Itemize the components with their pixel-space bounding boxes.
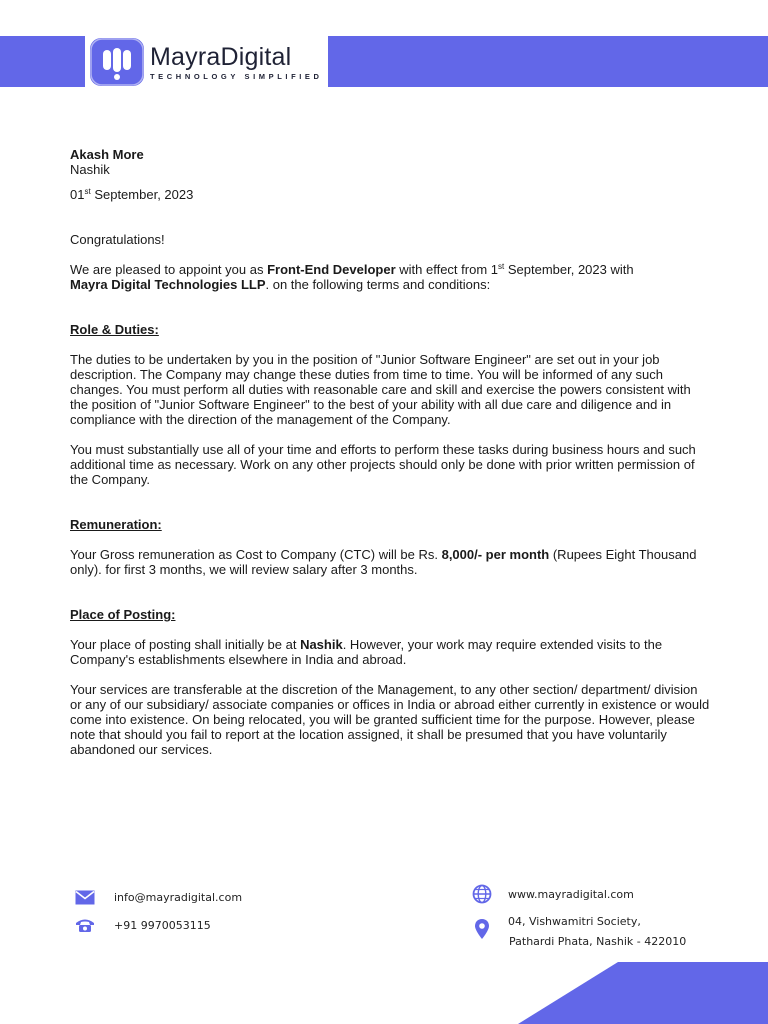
phone-icon xyxy=(75,917,95,933)
date-rest: September, 2023 xyxy=(90,187,194,202)
remuneration-heading: Remuneration: xyxy=(70,517,162,532)
brand-name: MayraDigital xyxy=(150,42,292,71)
letter-date xyxy=(70,187,710,202)
address-block xyxy=(508,912,686,952)
header-band-left xyxy=(0,36,85,87)
intro-paragraph: We are pleased to appoint you as Front-End Developer with effect from 1st September, 2023 with Mayra Digital Technologies LLP. on the following terms and conditions: xyxy=(70,262,634,292)
phone-text[interactable]: +91 9970053115 xyxy=(114,918,211,932)
company-logo xyxy=(90,38,323,86)
recipient-name: Akash More xyxy=(70,147,144,162)
date-day: 01 xyxy=(70,187,85,202)
footer-phone xyxy=(75,917,211,933)
recipient-city: Nashik xyxy=(70,162,110,177)
role-duties-paragraph-2: You must substantially use all of your time and efforts to perform these tasks during business hours and such additional time as necessary. Work on any other projects should only be done with prior written permission of the Company. xyxy=(70,442,696,487)
website-text[interactable]: www.mayradigital.com xyxy=(508,887,634,901)
salary-amount: 8,000/- per month xyxy=(441,547,550,562)
role-duties-paragraph-1: The duties to be undertaken by you in the position of "Junior Software Engineer" are set out in your job description. The Company may change these duties from time to time. You will be informed of any such changes. You must perform all duties with reasonable care and skill and exercise the powers consistent with the position of "Junior Software Engineer" to the best of your ability with all due care and diligence and in compliance with the direction of the management of the Company. xyxy=(70,352,691,427)
globe-icon xyxy=(472,884,492,904)
footer-address xyxy=(474,918,490,940)
email-text[interactable]: info@mayradigital.com xyxy=(114,891,243,904)
header-band-right xyxy=(328,36,768,87)
footer-website xyxy=(472,884,634,904)
company-name: Mayra Digital Technologies LLP xyxy=(70,277,266,292)
address-line-2: Pathardi Phata, Nashik - 422010 xyxy=(509,935,687,948)
posting-paragraph-2: Your services are transferable at the discretion of the Management, to any other section/ department/ division or any of our subsidiary/ associate companies or offices in India or abroad either currently in existence or would come into existence. On being relocated, you will be granted sufficient time for the purpose. However, please note that should you fail to report at the location assigned, it shall be presumed that you have voluntarily abandoned our services. xyxy=(70,682,710,757)
role-duties-heading: Role & Duties: xyxy=(70,322,159,337)
posting-paragraph-1: Your place of posting shall initially be at Nashik. However, your work may require extended visits to the Company's establishments elsewhere in India and abroad. xyxy=(70,637,663,667)
letter-body xyxy=(70,147,710,757)
location-pin-icon xyxy=(474,918,490,940)
mail-icon xyxy=(75,890,95,905)
address-line-1: 04, Vishwamitri Society, xyxy=(508,915,641,928)
remuneration-paragraph: Your Gross remuneration as Cost to Company (CTC) will be Rs. 8,000/- per month (Rupees Eight Thousand only). for first 3 months, we will review salary after 3 months. xyxy=(70,547,697,577)
brand-tagline: TECHNOLOGY SIMPLIFIED xyxy=(150,71,323,81)
date-suffix: st xyxy=(84,187,91,196)
footer-corner-shape xyxy=(518,962,768,1024)
greeting: Congratulations! xyxy=(70,232,165,247)
posting-heading: Place of Posting: xyxy=(70,607,176,622)
role-title: Front-End Developer xyxy=(267,262,396,277)
logo-mark-icon xyxy=(90,38,144,86)
footer-email xyxy=(75,890,242,905)
posting-city: Nashik xyxy=(300,637,343,652)
